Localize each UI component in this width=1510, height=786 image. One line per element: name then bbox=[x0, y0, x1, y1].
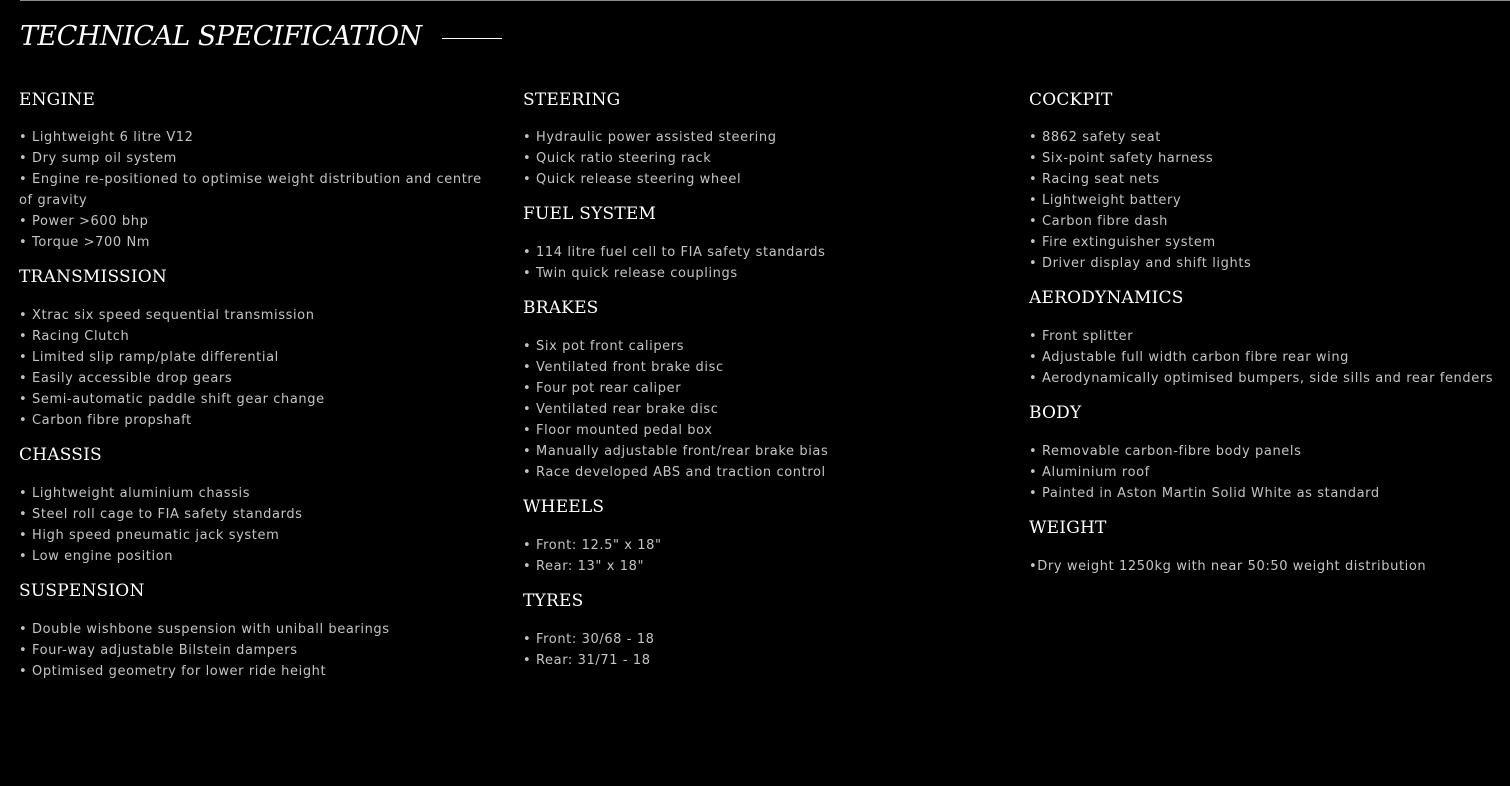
section-steering bbox=[523, 86, 1013, 200]
spec-item: • 114 litre fuel cell to FIA safety standards bbox=[523, 245, 826, 260]
spec-list bbox=[523, 535, 1013, 587]
section-title: WHEELS bbox=[523, 497, 605, 517]
spec-item: • Carbon fibre dash bbox=[1029, 214, 1169, 229]
spec-item: • Lightweight 6 litre V12 bbox=[19, 130, 194, 145]
section-tyres bbox=[523, 587, 1013, 681]
spec-list bbox=[19, 127, 489, 263]
spec-item: • Optimised geometry for lower ride height bbox=[19, 664, 327, 679]
spec-item: • Torque >700 Nm bbox=[19, 235, 151, 250]
spec-item: • Front: 30/68 - 18 bbox=[523, 632, 655, 647]
spec-item: • Rear: 13" x 18" bbox=[523, 559, 645, 574]
section-brakes bbox=[523, 294, 1013, 493]
spec-list bbox=[523, 242, 1013, 294]
spec-item: • Carbon fibre propshaft bbox=[19, 413, 192, 428]
section-chassis bbox=[19, 441, 489, 577]
spec-item: • Floor mounted pedal box bbox=[523, 423, 713, 438]
spec-item: • Front splitter bbox=[1029, 329, 1134, 344]
section-title: ENGINE bbox=[19, 90, 96, 110]
spec-item: • Dry sump oil system bbox=[19, 151, 177, 166]
spec-item: • Painted in Aston Martin Solid White as standard bbox=[1029, 486, 1380, 501]
spec-item: • Power >600 bhp bbox=[19, 214, 149, 229]
spec-item: • Racing seat nets bbox=[1029, 172, 1160, 187]
spec-item: • Twin quick release couplings bbox=[523, 266, 738, 281]
spec-item: • Adjustable full width carbon fibre rear wing bbox=[1029, 350, 1350, 365]
section-title: BODY bbox=[1029, 403, 1082, 423]
spec-item: • Driver display and shift lights bbox=[1029, 256, 1252, 271]
spec-item: • Six-point safety harness bbox=[1029, 151, 1214, 166]
spec-list bbox=[523, 336, 1013, 493]
spec-column-3 bbox=[1029, 86, 1499, 587]
spec-list bbox=[1029, 556, 1499, 587]
section-title: COCKPIT bbox=[1029, 90, 1113, 110]
spec-column-1 bbox=[19, 86, 489, 692]
spec-item: • Quick ratio steering rack bbox=[523, 151, 712, 166]
spec-list bbox=[19, 619, 489, 692]
section-title: SUSPENSION bbox=[19, 581, 145, 601]
spec-item: • Aluminium roof bbox=[1029, 465, 1150, 480]
spec-column-2 bbox=[523, 86, 1013, 681]
spec-item: • Six pot front calipers bbox=[523, 339, 685, 354]
spec-item: • Engine re-positioned to optimise weight distribution and centre of gravity bbox=[19, 172, 482, 208]
spec-item: • Easily accessible drop gears bbox=[19, 371, 233, 386]
spec-item: • Hydraulic power assisted steering bbox=[523, 130, 777, 145]
top-divider bbox=[20, 0, 1510, 1]
spec-item: • Semi-automatic paddle shift gear change bbox=[19, 392, 325, 407]
spec-item: • Xtrac six speed sequential transmission bbox=[19, 308, 315, 323]
spec-item: • Aerodynamically optimised bumpers, side sills and rear fenders bbox=[1029, 371, 1494, 386]
spec-item: • Low engine position bbox=[19, 549, 174, 564]
spec-item: • Lightweight aluminium chassis bbox=[19, 486, 251, 501]
spec-item: • Removable carbon-fibre body panels bbox=[1029, 444, 1302, 459]
section-fuel-system bbox=[523, 200, 1013, 294]
spec-list bbox=[523, 127, 1013, 200]
section-transmission bbox=[19, 263, 489, 441]
spec-list bbox=[19, 305, 489, 441]
spec-item: • Steel roll cage to FIA safety standards bbox=[19, 507, 303, 522]
spec-item: • High speed pneumatic jack system bbox=[19, 528, 280, 543]
spec-item: •Dry weight 1250kg with near 50:50 weight distribution bbox=[1029, 559, 1427, 574]
spec-list bbox=[523, 629, 1013, 681]
section-title: STEERING bbox=[523, 90, 621, 110]
spec-list bbox=[1029, 326, 1499, 399]
spec-list bbox=[1029, 127, 1499, 284]
section-wheels bbox=[523, 493, 1013, 587]
section-title: AERODYNAMICS bbox=[1029, 288, 1184, 308]
spec-item: • Ventilated rear brake disc bbox=[523, 402, 719, 417]
spec-item: • 8862 safety seat bbox=[1029, 130, 1161, 145]
spec-item: • Limited slip ramp/plate differential bbox=[19, 350, 279, 365]
page-header bbox=[20, 18, 502, 56]
section-title: CHASSIS bbox=[19, 445, 102, 465]
spec-item: • Ventilated front brake disc bbox=[523, 360, 724, 375]
spec-item: • Rear: 31/71 - 18 bbox=[523, 653, 651, 668]
section-body bbox=[1029, 399, 1499, 514]
section-title: FUEL SYSTEM bbox=[523, 204, 657, 224]
section-cockpit bbox=[1029, 86, 1499, 284]
section-engine bbox=[19, 86, 489, 263]
spec-item: • Fire extinguisher system bbox=[1029, 235, 1216, 250]
spec-list bbox=[1029, 441, 1499, 514]
section-title: TYRES bbox=[523, 591, 584, 611]
spec-list bbox=[19, 483, 489, 577]
spec-item: • Race developed ABS and traction control bbox=[523, 465, 826, 480]
spec-item: • Racing Clutch bbox=[19, 329, 130, 344]
section-weight bbox=[1029, 514, 1499, 587]
spec-item: • Manually adjustable front/rear brake bias bbox=[523, 444, 829, 459]
section-suspension bbox=[19, 577, 489, 692]
title-dash-divider bbox=[442, 38, 502, 39]
spec-item: • Quick release steering wheel bbox=[523, 172, 742, 187]
spec-item: • Front: 12.5" x 18" bbox=[523, 538, 662, 553]
spec-item: • Lightweight battery bbox=[1029, 193, 1182, 208]
section-aerodynamics bbox=[1029, 284, 1499, 399]
spec-item: • Four-way adjustable Bilstein dampers bbox=[19, 643, 298, 658]
spec-item: • Double wishbone suspension with uniball bearings bbox=[19, 622, 390, 637]
section-title: TRANSMISSION bbox=[19, 267, 167, 287]
section-title: WEIGHT bbox=[1029, 518, 1107, 538]
section-title: BRAKES bbox=[523, 298, 599, 318]
spec-item: • Four pot rear caliper bbox=[523, 381, 682, 396]
page-title: TECHNICAL SPECIFICATION bbox=[20, 21, 422, 52]
